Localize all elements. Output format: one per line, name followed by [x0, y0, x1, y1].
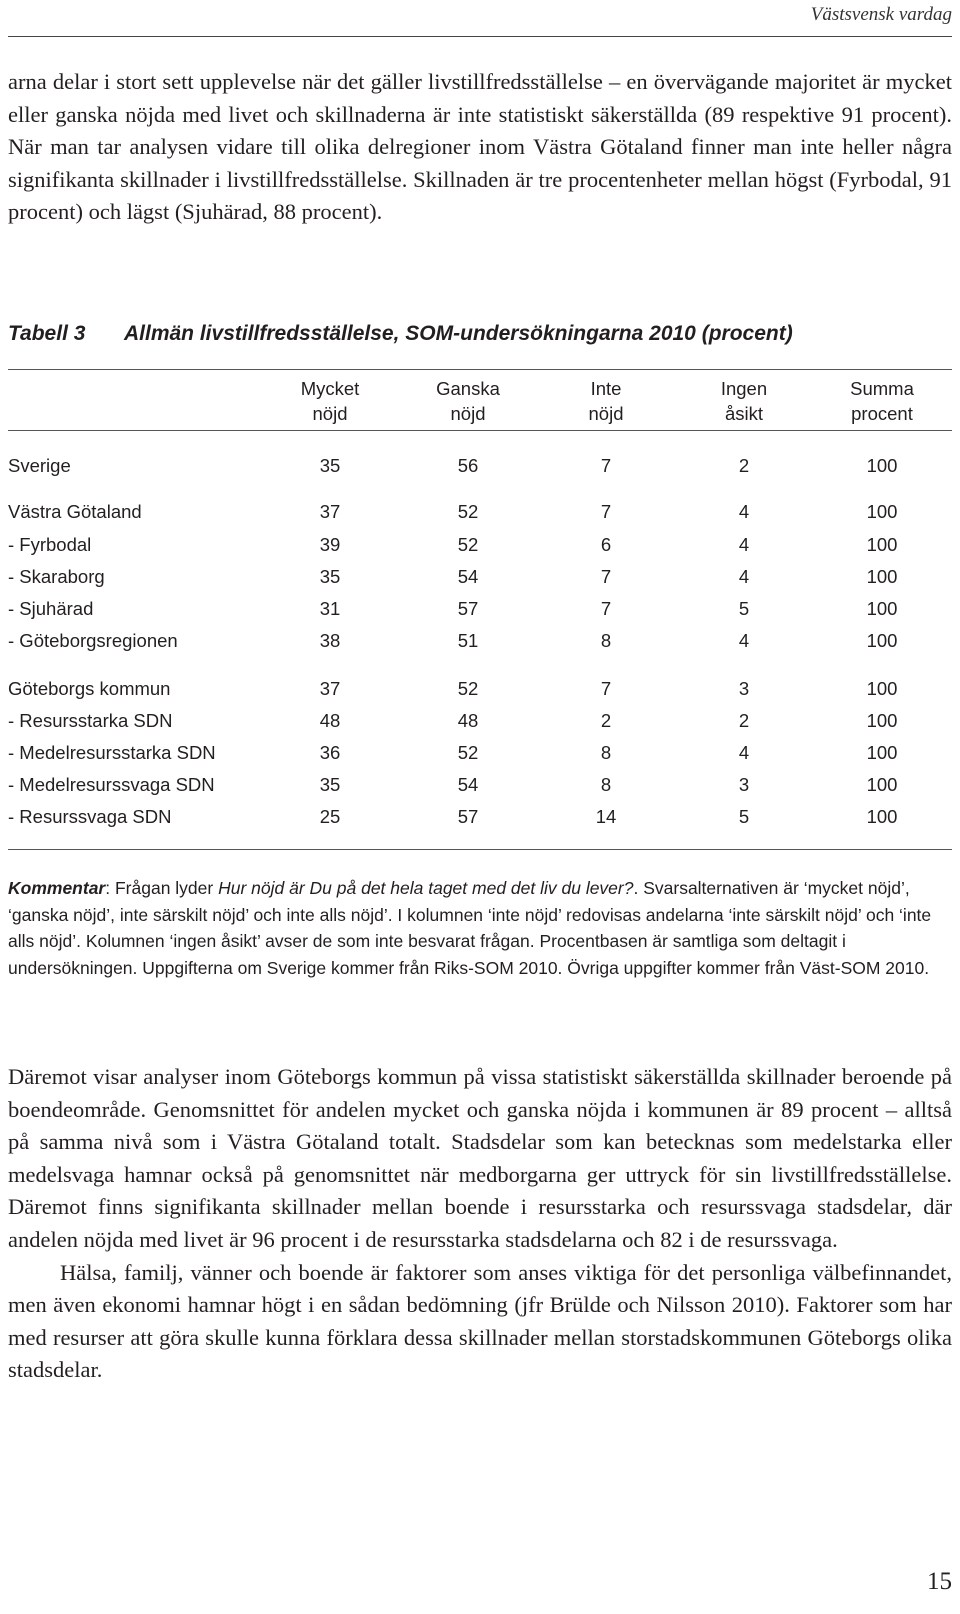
table-bottom-rule	[8, 849, 952, 850]
paragraph-1: arna delar i stort sett upplevelse när det gäller livstillfredsställelse – en övervägande majoritet är mycket eller ganska nöjda med livet och skillnaderna är inte statistiskt säkerställda (89 respektive 91 procent). När man tar analysen vidare till olika delregioner inom Västra Götaland finner man inte heller några signifikanta skillnader i livstillfredsställelse. Skillnaden är tre procentenheter mellan högst (Fyrbodal, 91 procent) och lägst (Sjuhärad, 88 procent).	[8, 69, 952, 225]
table-row: - Medelresurssvaga SDN 35 54 8 3 100	[8, 774, 898, 795]
table-number: Tabell 3	[8, 322, 86, 345]
table-top-rule	[8, 369, 952, 370]
table-caption	[8, 322, 952, 346]
table-row: - Resursstarka SDN 48 48 2 2 100	[8, 710, 898, 731]
comment-lead: Kommentar	[8, 878, 106, 898]
table-row: - Fyrbodal 39 52 6 4 100	[8, 534, 898, 555]
table-row: - Sjuhärad 31 57 7 5 100	[8, 598, 898, 619]
running-header: Västsvensk vardag	[810, 4, 952, 25]
page-number: 15	[927, 1568, 952, 1595]
header-rule	[8, 36, 952, 37]
column-header-mycket-nojd: Mycket nöjd	[300, 378, 360, 424]
table-comment: Kommentar: Frågan lyder Hur nöjd är Du på det hela taget med det liv du lever?. Svarsalternativen är ‘mycket nöjd’, ‘ganska nöjd’, inte särskilt nöjd’ och inte alls nöjd’. I kolumnen ‘inte nöjd’ redovisas andelarna ‘inte särskilt nöjd’ och ‘inte alls nöjd’. Kolumnen ‘ingen åsikt’ avser de som inte besvarat frågan. Procentbasen är samtliga som deltagit i undersökningen. Uppgifterna om Sverige kommer från Riks-SOM 2010. Övriga uppgifter kommer från Väst-SOM 2010.	[8, 878, 932, 978]
column-header-summa-procent: Summa procent	[850, 378, 914, 424]
table-row: - Resurssvaga SDN 25 57 14 5 100	[8, 806, 898, 827]
column-header-ganska-nojd: Ganska nöjd	[436, 378, 500, 424]
table-header-rule	[8, 430, 952, 431]
table-row: Sverige 35 56 7 2 100	[8, 455, 898, 476]
table-row: Göteborgs kommun 37 52 7 3 100	[8, 678, 898, 699]
table-row: - Skaraborg 35 54 7 4 100	[8, 566, 898, 587]
table-title: Allmän livstillfredsställelse, SOM-undersökningarna 2010 (procent)	[124, 322, 793, 345]
comment-question: Hur nöjd är Du på det hela taget med det liv du lever?	[218, 878, 634, 898]
table-row: Västra Götaland 37 52 7 4 100	[8, 501, 898, 522]
body-text-lower	[8, 1061, 952, 1387]
table-row: - Göteborgsregionen 38 51 8 4 100	[8, 630, 898, 651]
paragraph-2: Däremot visar analyser inom Göteborgs kommun på vissa statistiskt säkerställda skillnader beroende på boendeområde. Genomsnittet för andelen mycket och ganska nöjda i kommunen är 89 procent – alltså på samma nivå som i Västra Götaland totalt. Stadsdelar som kan betecknas som medelstarka eller medelsvaga hamnar också på genomsnittet när medborgarna ger uttryck för sin livstillfredsställelse. Däremot finns signifikanta skillnader mellan boende i resursstarka och resurssvaga stadsdelar, där andelen nöjda med livet är 96 procent i de resursstarka stadsdelarna och 82 i de resurssvaga.	[8, 1064, 952, 1252]
column-header-ingen-asikt: Ingen åsikt	[720, 378, 768, 424]
table-row: - Medelresursstarka SDN 36 52 8 4 100	[8, 742, 898, 763]
paragraph-3: Hälsa, familj, vänner och boende är faktorer som anses viktiga för det personliga välbefinnandet, men även ekonomi hamnar högt i en sådan bedömning (jfr Brülde och Nilsson 2010). Faktorer som har med resurser att göra skulle kunna förklara dessa skillnader mellan storstadskommunen Göteborgs olika stadsdelar.	[8, 1259, 952, 1383]
column-header-inte-nojd: Inte nöjd	[588, 378, 624, 424]
